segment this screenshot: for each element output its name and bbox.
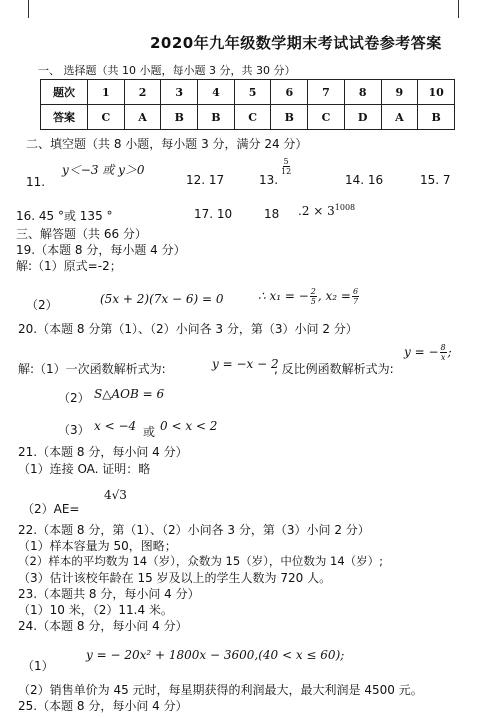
- q18-exponent: 1008: [334, 203, 356, 212]
- section1-heading: 一、 选择题（共 10 小题，每小题 3 分，共 30 分）: [38, 64, 296, 77]
- q13-numerator: 5: [283, 157, 289, 166]
- q13-fraction: [280, 157, 292, 176]
- table-row-numbers: [41, 80, 455, 105]
- question-number: 8: [344, 80, 381, 105]
- q19-part2-label: （2）: [26, 298, 58, 312]
- q19-part1: 解:（1）原式=-2；: [16, 259, 122, 273]
- q13-denominator: 12: [281, 167, 292, 176]
- q17-answer: 17. 10: [194, 207, 233, 221]
- q14-answer: 14. 16: [345, 173, 384, 187]
- q20-part1-inverse: [404, 343, 452, 362]
- q12-answer: 12. 17: [186, 173, 225, 187]
- q20-heading: 20.（本题 8 分第（1）、（2）小问各 3 分，第（3）小问 2 分）: [18, 322, 358, 336]
- answer-cell: B: [161, 105, 198, 130]
- q18-label: 18: [264, 207, 280, 221]
- q18-answer: [298, 203, 355, 218]
- q20-part1-prefix: 解:（1）一次函数解析式为:: [18, 362, 166, 376]
- crop-mark-left: [28, 0, 29, 18]
- q23-heading: 23.（本题共 8 分，每小问 4 分）: [18, 587, 200, 601]
- q22-part2: （2）样本的平均数为 14（岁），众数为 15（岁），中位数为 14（岁）;: [18, 554, 384, 568]
- question-number: 7: [308, 80, 345, 105]
- q21-part2-label: （2）AE=: [22, 502, 80, 516]
- answer-cell: C: [88, 105, 125, 130]
- answer-cell: B: [271, 105, 308, 130]
- q11-label: 11.: [26, 175, 46, 189]
- q18-base: .2 × 3: [298, 204, 335, 218]
- question-number: 6: [271, 80, 308, 105]
- q23-answer: （1）10 米，（2）11.4 米。: [18, 603, 173, 617]
- q19-sol-prefix: ∴ x₁ = −: [258, 289, 309, 303]
- question-number: 10: [418, 80, 455, 105]
- q21-part2-value: 4√3: [104, 488, 127, 502]
- q19-frac2-den: 7: [352, 297, 359, 306]
- q20-inverse-y: y = −: [404, 345, 439, 359]
- q20-part3-range-a: x < −4: [94, 419, 137, 433]
- q15-answer: 15. 7: [420, 173, 451, 187]
- q20-part1-mid: , 反比例函数解析式为:: [274, 362, 394, 376]
- answer-cell: A: [124, 105, 161, 130]
- q22-heading: 22.（本题 8 分，第（1）、（2）小问各 3 分，第（3）小问 2 分）: [18, 523, 370, 537]
- answer-cell: D: [344, 105, 381, 130]
- q24-heading: 24.（本题 8 分，每小问 4 分）: [18, 619, 188, 633]
- q21-heading: 21.（本题 8 分，每小问 4 分）: [18, 445, 188, 459]
- section3-heading: 三、解答题（共 66 分）: [16, 227, 147, 241]
- table-row-answers: [41, 105, 455, 130]
- q19-frac1-den: 5: [310, 297, 316, 306]
- question-number: 5: [234, 80, 271, 105]
- question-number: 9: [381, 80, 418, 105]
- q20-inverse-num: 8: [440, 343, 446, 352]
- crop-mark-right: [458, 0, 459, 18]
- q19-part2-solution: [258, 287, 360, 306]
- row-label-answer: 答案: [41, 105, 88, 130]
- q20-part3-range-b: 0 < x < 2: [160, 419, 218, 433]
- question-number: 4: [198, 80, 235, 105]
- q19-sol-mid: , x₂ =: [317, 289, 351, 303]
- answer-cell: A: [381, 105, 418, 130]
- q20-part2-label: （2）: [58, 391, 90, 405]
- answer-cell: B: [418, 105, 455, 130]
- section2-heading: 二、填空题（共 8 小题，每小题 3 分，满分 24 分）: [26, 137, 308, 151]
- question-number: 2: [124, 80, 161, 105]
- q24-part1-label: （1）: [22, 659, 54, 673]
- question-number: 3: [161, 80, 198, 105]
- q16-answer: 16. 45 °或 135 °: [16, 209, 113, 223]
- answer-cell: C: [234, 105, 271, 130]
- answer-cell: C: [308, 105, 345, 130]
- q22-part1: （1）样本容量为 50，图略；: [18, 539, 177, 553]
- q11-answer: y＜−3 或 y＞0: [62, 163, 145, 177]
- q19-frac1-num: 2: [310, 287, 316, 296]
- q19-part2-equation: (5x + 2)(7x − 6) = 0: [100, 292, 224, 306]
- q20-part3-label: （3）: [58, 423, 90, 437]
- row-label-number: 题次: [41, 80, 88, 105]
- q20-inverse-den: x: [440, 353, 446, 362]
- q20-part2-area: S△AOB = 6: [94, 387, 165, 401]
- q24-part1-equation: y = − 20x² + 1800x − 3600,(40 < x ≤ 60);: [86, 648, 345, 662]
- q24-part2: （2）销售单价为 45 元时，每星期获得的利润最大，最大利润是 4500 元。: [18, 683, 423, 697]
- q19-heading: 19.（本题 8 分，每小题 4 分）: [16, 243, 186, 257]
- answer-table: [40, 79, 455, 130]
- q19-frac2-num: 6: [352, 287, 359, 296]
- answer-cell: B: [198, 105, 235, 130]
- q22-part3: （3）估计该校年龄在 15 岁及以上的学生人数为 720 人。: [18, 571, 332, 585]
- q20-inverse-end: ;: [447, 345, 452, 359]
- q20-part1-linear: y = −x − 2: [212, 357, 279, 371]
- document-title: 2020年九年级数学期末考试试卷参考答案: [150, 34, 442, 52]
- q21-part1: （1）连接 OA. 证明：略: [18, 462, 151, 476]
- q20-part3-or: 或: [143, 425, 156, 439]
- q13-label: 13.: [259, 173, 279, 187]
- q25-heading: 25.（本题 8 分，每小问 4 分）: [18, 699, 188, 713]
- question-number: 1: [88, 80, 125, 105]
